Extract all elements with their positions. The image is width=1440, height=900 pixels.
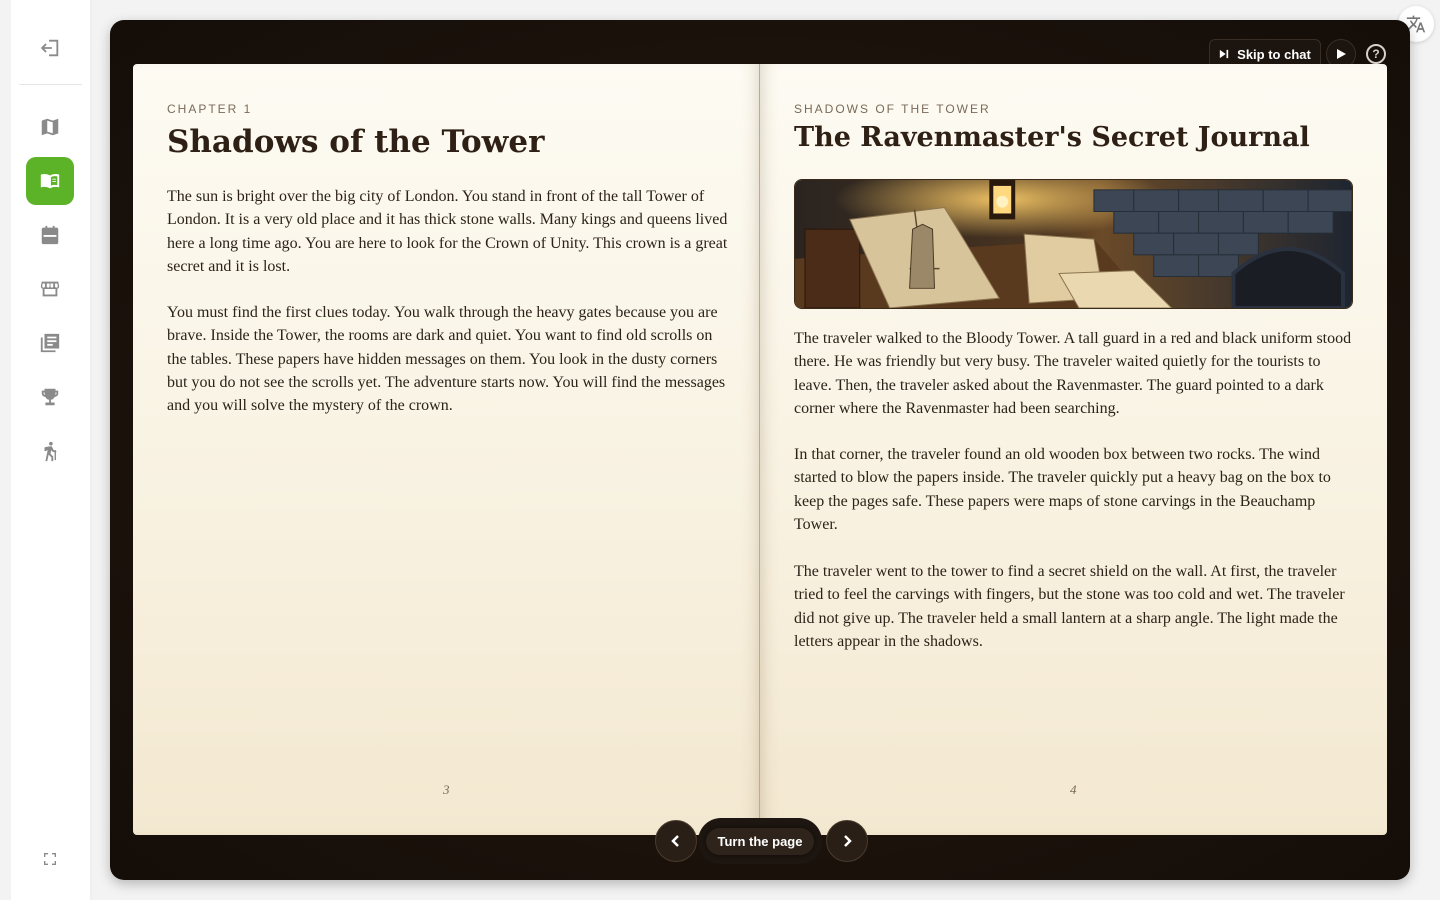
right-page-number: 4 <box>1070 782 1077 797</box>
skip-to-chat-label: Skip to chat <box>1237 46 1311 62</box>
calendar-icon <box>39 224 61 246</box>
left-page-number: 3 <box>443 782 450 797</box>
exit-button[interactable] <box>26 24 74 72</box>
sidebar-item-book[interactable] <box>26 157 74 205</box>
journal-illustration <box>794 179 1353 309</box>
right-paragraph-3: The traveler went to the tower to find a secret shield on the wall. At first, the traveler tried to feel the carvings with fingers, but the stone was too cold and wet. The traveler did not give up. The traveler held a small lantern at a sharp angle. The light made the letters appear in the shadows. <box>794 563 1345 650</box>
sidebar-item-trophy[interactable] <box>26 373 74 421</box>
skip-icon <box>1219 49 1229 59</box>
left-paragraph-2: You must find the first clues today. You walk through the heavy gates because you are brave. Inside the Tower, the rooms are dark and quiet. You want to find old scrolls on the tables. These papers have hidden messages on them. You look in the dusty corners but you do not see the scrolls yet. The adventure starts now. You will find the messages and you will solve the mystery of the crown. <box>167 304 726 415</box>
chevron-right-icon <box>840 834 854 848</box>
fullscreen-icon <box>42 851 58 867</box>
turn-page-label: Turn the page <box>706 828 815 855</box>
trophy-icon <box>39 386 61 408</box>
right-page-kicker: SHADOWS OF THE TOWER <box>794 102 991 116</box>
store-icon <box>39 278 61 300</box>
exit-icon <box>39 37 61 59</box>
book-viewer <box>110 20 1410 880</box>
sidebar-item-calendar[interactable] <box>26 211 74 259</box>
play-icon <box>1335 48 1347 60</box>
fullscreen-button[interactable] <box>26 835 74 883</box>
right-page-title: The Ravenmaster's Secret Journal <box>794 122 1310 153</box>
right-paragraph-1: The traveler walked to the Bloody Tower. A tall guard in a red and black uniform stood there. He was friendly but very busy. The traveler waited quietly for the tourists to leave. Then, the traveler asked about the Ravenmaster. The guard pointed to a dark corner where the Ravenmaster had been searching. <box>794 330 1352 417</box>
hiker-icon <box>39 440 61 462</box>
right-page <box>760 64 1387 835</box>
chapter-label: CHAPTER 1 <box>167 102 253 116</box>
previous-page-button[interactable] <box>655 820 697 862</box>
sidebar-item-library[interactable] <box>26 319 74 367</box>
turn-page-button[interactable] <box>698 818 822 864</box>
map-icon <box>39 116 61 138</box>
left-paragraph-1: The sun is bright over the big city of London. You stand in front of the tall Tower of London. It is a very old place and it has thick stone walls. Many kings and queens lived here a long time ago. You are here to look for the Crown of Unity. This crown is a great secret and it is lost. <box>167 188 728 275</box>
sidebar-item-hiker[interactable] <box>26 427 74 475</box>
sidebar-divider <box>19 84 82 85</box>
next-page-button[interactable] <box>826 820 868 862</box>
help-label: ? <box>1372 47 1380 61</box>
sidebar-item-store[interactable] <box>26 265 74 313</box>
library-icon <box>39 332 61 354</box>
open-book-icon <box>39 170 61 192</box>
left-page-title: Shadows of the Tower <box>167 124 545 160</box>
help-button[interactable] <box>1366 44 1386 64</box>
left-page <box>133 64 760 835</box>
sidebar-item-map[interactable] <box>26 103 74 151</box>
right-paragraph-2: In that corner, the traveler found an old wooden box between two rocks. The wind started to blow the papers inside. The traveler quickly put a heavy bag on the box to keep the pages safe. These papers were maps of stone carvings in the Beauchamp Tower. <box>794 446 1331 533</box>
sidebar <box>11 0 90 900</box>
chevron-left-icon <box>669 834 683 848</box>
